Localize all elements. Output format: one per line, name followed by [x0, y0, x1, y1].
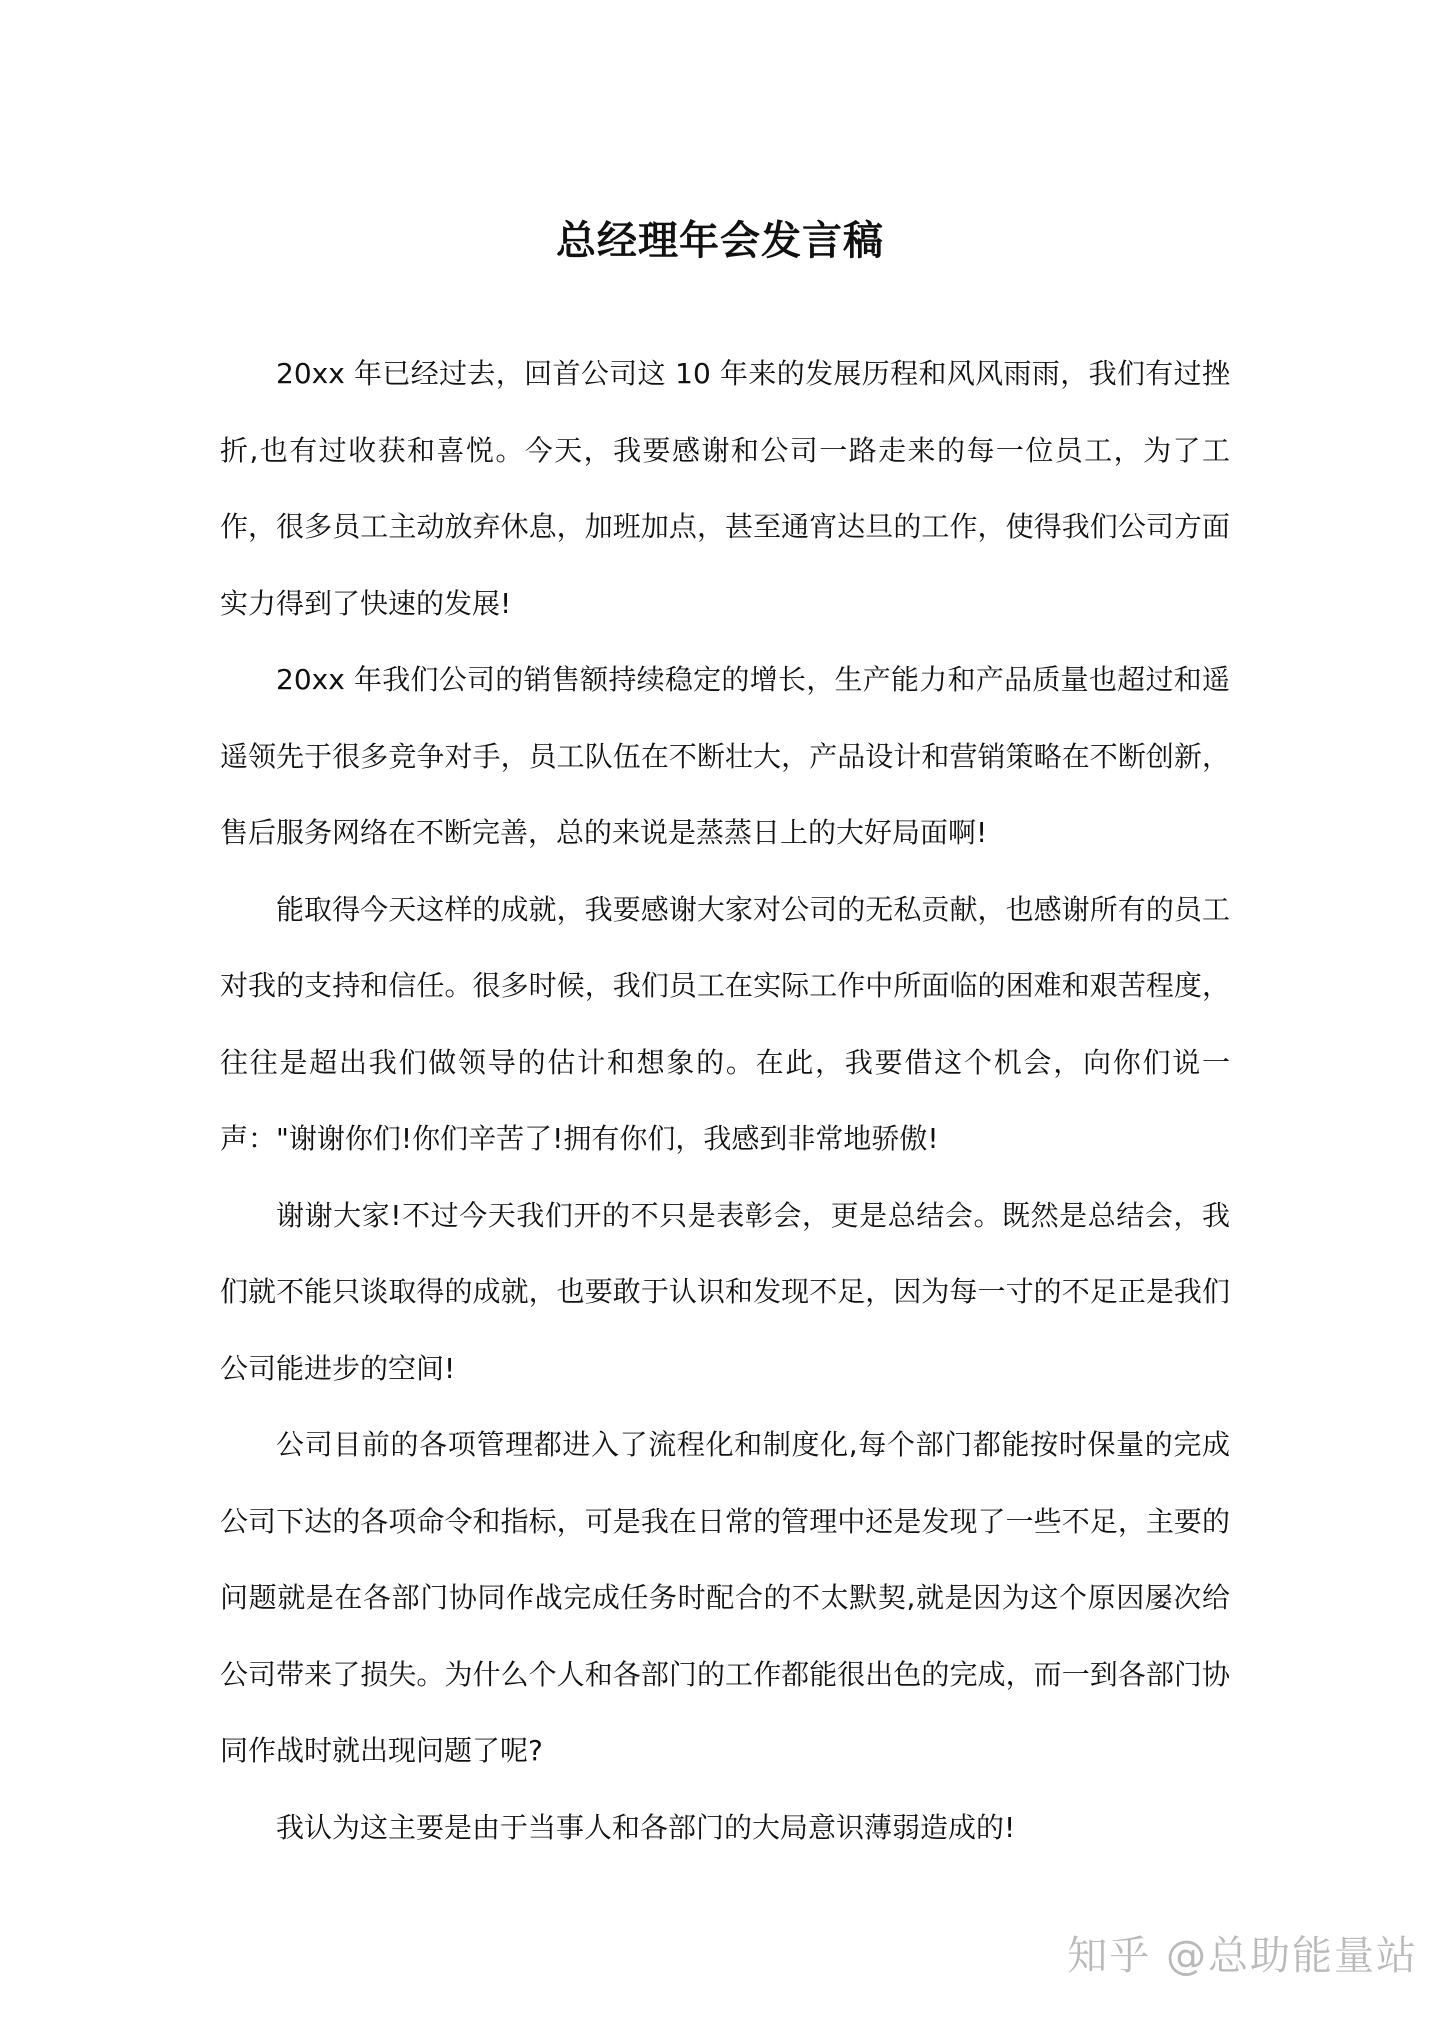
paragraph-6: 我认为这主要是由于当事人和各部门的大局意识薄弱造成的! — [276, 1810, 1016, 1844]
page-title: 总经理年会发言稿 — [556, 217, 884, 264]
paragraph-3: 能取得今天这样的成就，我要感谢大家对公司的无私贡献，也感谢所有的员工对我的支持和信任。很多时候，我们员工在实际工作中所面临的困难和艰苦程度，往往是超出我们做领导的估计和想象的。在此，我要借这个机会，向你们说一声："谢谢你们!你们辛苦了!拥有你们，我感到非常地骄傲! — [220, 892, 1230, 1155]
paragraph-4: 谢谢大家!不过今天我们开的不只是表彰会，更是总结会。既然是总结会，我们就不能只谈取得的成就，也要敢于认识和发现不足，因为每一寸的不足正是我们公司能进步的空间! — [220, 1198, 1230, 1385]
zhihu-watermark: 知乎 @总助能量站 — [1067, 1933, 1418, 1979]
paragraph-2: 20xx 年我们公司的销售额持续稳定的增长，生产能力和产品质量也超过和遥遥领先于很多竞争对手，员工队伍在不断壮大，产品设计和营销策略在不断创新，售后服务网络在不断完善，总的来说是蒸蒸日上的大好局面啊! — [220, 663, 1230, 849]
document-body — [220, 336, 1230, 1866]
paragraph-1: 20xx 年已经过去，回首公司这 10 年来的发展历程和风风雨雨，我们有过挫折,也有过收获和喜悦。今天，我要感谢和公司一路走来的每一位员工，为了工作，很多员工主动放弃休息，加班加点，甚至通宵达旦的工作，使得我们公司方面实力得到了快速的发展! — [220, 357, 1230, 620]
paragraph-5: 公司目前的各项管理都进入了流程化和制度化,每个部门都能按时保量的完成公司下达的各项命令和指标，可是我在日常的管理中还是发现了一些不足，主要的问题就是在各部门协同作战完成任务时配合的不太默契,就是因为这个原因屡次给公司带来了损失。为什么个人和各部门的工作都能很出色的完成，而一到各部门协同作战时就出现问题了呢? — [220, 1428, 1230, 1767]
